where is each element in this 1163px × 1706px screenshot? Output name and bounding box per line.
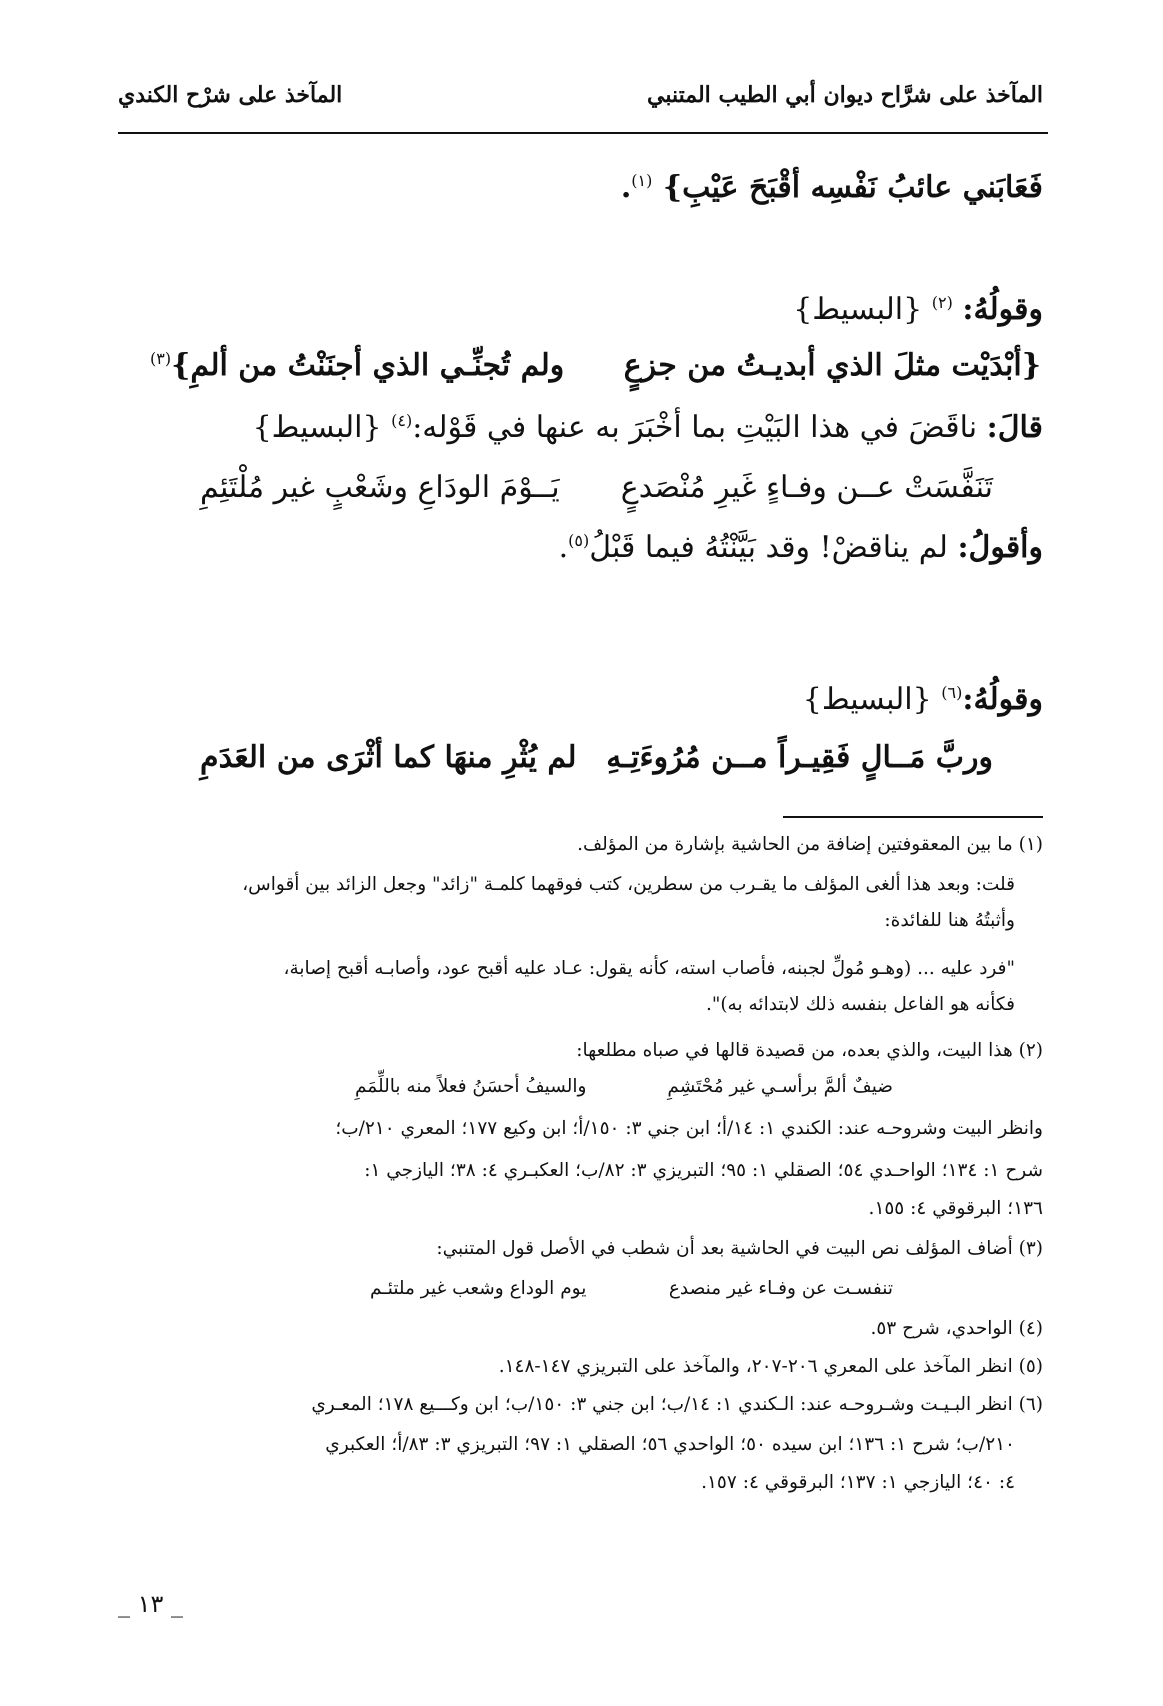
footnote-3-verse-first-hemistich: تنفسـت عن وفـاء غير منصدع bbox=[668, 1278, 893, 1299]
footnote-2-line-1: (٢) هذا البيت، والذي بعده، من قصيدة قالها في صباه مطلعها: bbox=[576, 1040, 1043, 1061]
footnote-separator bbox=[783, 816, 1043, 818]
footnote-6-line-3: ٤: ٤٠؛ اليازجي ١: ١٣٧؛ البرقوقي ٤: ١٥٧. bbox=[701, 1472, 1015, 1493]
footnote-1-line-1: (١) ما بين المعقوفتين إضافة من الحاشية بإشارة من المؤلف. bbox=[577, 834, 1043, 855]
footnote-ref-2: (٢) bbox=[931, 293, 953, 312]
qala-paragraph: قالَ: ناقَضَ في هذا البَيْتِ بما أخْبَرَ به عنها في قَوْله:$^{(٤)}$ {البسيط} bbox=[252, 410, 1043, 445]
meter-label: {البسيط} bbox=[802, 682, 932, 717]
verse-1-first-hemistich: {أبْدَيْت مثلَ الذي أبديـتُ من جزعٍ bbox=[623, 348, 1041, 383]
footnote-1-line-4: "فرد عليه ... (وهـو مُولِّ لجبنه، فأصاب استه، كأنه يقول: عـاد عليه أقبح عود، وأصابـه أقبح إصابة، bbox=[283, 958, 1015, 979]
verse-2-second-hemistich: لم يُثْرِ منهَا كما أثْرَى من العَدَمِ bbox=[200, 740, 577, 775]
footnote-6-line-1: (٦) انظر البـيـت وشـروحـه عند: الـكندي ١: ١٤/ب؛ ابن جني ٣: ١٥٠/ب؛ ابن وكـــيع ١٧٨؛ المعـري bbox=[311, 1394, 1043, 1415]
verse-1-second-hemistich: ولم تُجنِّـي الذي أجنَنْتُ من ألمِ}$^{(٣)}$ bbox=[150, 348, 565, 383]
quoted-verse-first-hemistich: تَنَفَّسَتْ عــن وفـاءٍ غَيرِ مُنْصَدعٍ bbox=[620, 470, 993, 505]
footnote-1-line-5: فكأنه هو الفاعل بنفسه ذلك لابتدائه به)". bbox=[705, 994, 1015, 1015]
footnote-3-line-1: (٣) أضاف المؤلف نص البيت في الحاشية بعد أن شطب في الأصل قول المتنبي: bbox=[436, 1238, 1043, 1259]
header-rule bbox=[118, 132, 1048, 134]
footnote-2-line-2: وانظر البيت وشروحـه عند: الكندي ١: ١٤/أ؛ ابن جني ٣: ١٥٠/أ؛ ابن وكيع ١٧٧؛ المعري ٢١٠/ب؛ bbox=[335, 1118, 1043, 1139]
section-2-heading: وقولُهُ:$^{(٦)}$ {البسيط} bbox=[802, 682, 1043, 717]
footnote-ref-6: (٦) bbox=[941, 683, 963, 702]
footnote-ref-5: (٥) bbox=[568, 531, 590, 550]
footnote-5-line-1: (٥) انظر المآخذ على المعري ٢٠٦-٢٠٧، والمآخذ على التبريزي ١٤٧-١٤٨. bbox=[498, 1356, 1043, 1377]
header-chapter-title: المآخذ على شرْح الكندي bbox=[118, 82, 343, 108]
footnote-1-line-2: قلت: وبعد هذا ألغى المؤلف ما يقـرب من سطرين، كتب فوقهما كلمـة "زائد" وجعل الزائد بين أقواس، bbox=[242, 874, 1015, 895]
body-line-1: فَعَابَني عائبُ نَفْسِه أقْبَحَ عَيْبِ} $^{(١)}$. bbox=[620, 170, 1043, 205]
footnote-1-line-3: وأثبتُهُ هنا للفائدة: bbox=[884, 910, 1015, 931]
footnote-ref-3: (٣) bbox=[150, 349, 172, 368]
page-number: _ ١٣ _ bbox=[118, 1590, 184, 1618]
section-1-heading: وقولُهُ: $^{(٢)}$ {البسيط} bbox=[793, 292, 1043, 327]
aqul-paragraph: وأقولُ: لم يناقضْ! وقد بَيَّنْتُهُ فيما قَبْلُ$^{(٥)}$. bbox=[558, 530, 1043, 565]
meter-label: {البسيط} bbox=[252, 410, 382, 445]
verse-2-first-hemistich: وربَّ مَــالٍ فَقِيـراً مــن مُرُوءَتِـهِ bbox=[606, 740, 993, 775]
footnote-2-line-4: ١٣٦؛ البرقوقي ٤: ١٥٥. bbox=[868, 1198, 1043, 1219]
header-book-title: المآخذ على شرَّاح ديوان أبي الطيب المتنبي bbox=[647, 82, 1043, 108]
footnote-ref-4: (٤) bbox=[391, 411, 413, 430]
aqul-label: وأقولُ: bbox=[957, 530, 1043, 565]
footnote-4-line-1: (٤) الواحدي، شرح ٥٣. bbox=[870, 1318, 1043, 1339]
footnote-2-line-3: شرح ١: ١٣٤؛ الواحـدي ٥٤؛ الصقلي ١: ٩٥؛ التبريزي ٣: ٨٢/ب؛ العكبـري ٤: ٣٨؛ اليازجي ١: bbox=[364, 1160, 1043, 1181]
footnote-6-line-2: ٢١٠/ب؛ شرح ١: ١٣٦؛ ابن سيده ٥٠؛ الواحدي ٥٦؛ الصقلي ١: ٩٧؛ التبريزي ٣: ٨٣/أ؛ العكبري bbox=[325, 1434, 1015, 1455]
running-header bbox=[118, 82, 1043, 126]
footnote-2-verse-first-hemistich: ضيفٌ ألمَّ برأسـي غير مُحْتَشِمِ bbox=[667, 1076, 893, 1097]
footnote-ref-1: (١) bbox=[631, 171, 653, 190]
footnote-2-verse-second-hemistich: والسيفُ أحسَنُ فعلاً منه باللِّمَمِ bbox=[355, 1076, 587, 1097]
qala-label: قالَ: bbox=[986, 410, 1043, 445]
meter-label: {البسيط} bbox=[793, 292, 923, 327]
footnote-3-verse-second-hemistich: يوم الوداع وشعب غير ملتئـم bbox=[370, 1278, 587, 1299]
quoted-verse-second-hemistich: يَــوْمَ الودَاعِ وشَعْبٍ غير مُلْتَئِمِ bbox=[200, 470, 560, 505]
